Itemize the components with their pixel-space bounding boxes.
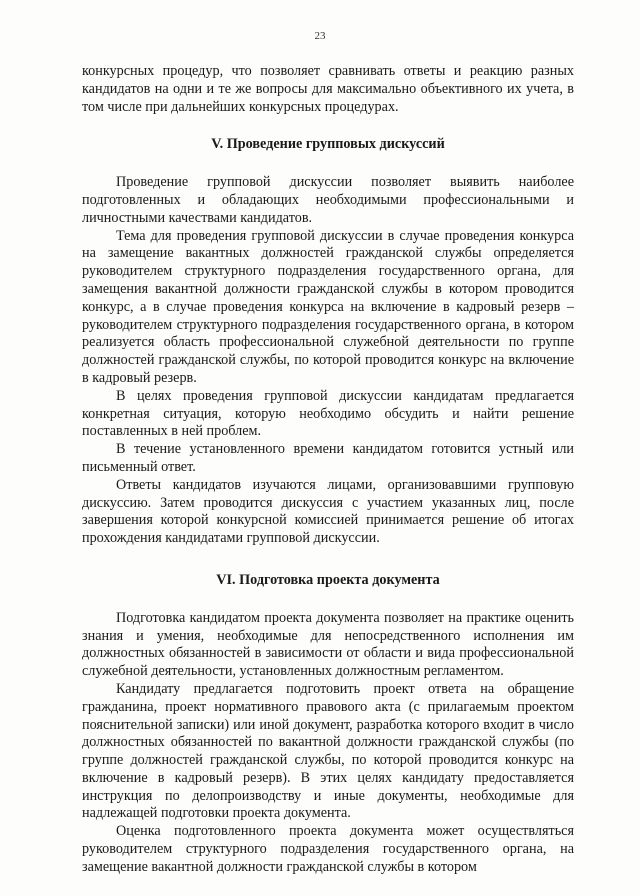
section-6-paragraph-2: Кандидату предлагается подготовить проект ответа на обращение гражданина, проект нормативного правового акта (с прилагаемым проектом пояснительной записки) или иной документ, разработка которого входит в число должностных обязанностей по вакантной должности гражданской службы (по группе должностей гражданской службы, по которой проводится конкурс на включение в кадровый резерв). В этих целях кандидату предоставляется инструкция по делопроизводству и иные документы, необходимые для надлежащей подготовки проекта документа. [82, 680, 574, 822]
section-5-heading: V. Проведение групповых дискуссий [211, 136, 445, 153]
intro-paragraph: конкурсных процедур, что позволяет сравнивать ответы и реакцию разных кандидатов на одни и те же вопросы для максимально объективного их учета, в том числе при дальнейших конкурсных процедурах. [82, 63, 574, 115]
section-6-paragraph-3: Оценка подготовленного проекта документа может осуществляться руководителем структурного подразделения государственного органа, на замещение вакантной должности гражданской службы в котором [82, 823, 574, 875]
section-5-paragraph-1: Проведение групповой дискуссии позволяет выявить наиболее подготовленных и обладающих необходимыми профессиональными и личностными качествами кандидатов. [82, 174, 574, 226]
section-5-paragraph-4: В течение установленного времени кандидатом готовится устный или письменный ответ. [82, 441, 574, 475]
document-body [82, 63, 574, 877]
section-5-paragraph-2: Тема для проведения групповой дискуссии в случае проведения конкурса на замещение вакантных должностей гражданской службы определяется руководителем структурного подразделения государственного органа, для замещения вакантной должности гражданской службы в котором проводится конкурс, а в случае проведения конкурса на включение в кадровый резерв – руководителем структурного подразделения государственного органа, в котором реализуется область профессиональной служебной деятельности по группе должностей гражданской службы, по которой проводится конкурс на включение в кадровый резерв. [82, 227, 574, 386]
page-number: 23 [314, 30, 326, 42]
section-5-paragraph-5: Ответы кандидатов изучаются лицами, организовавшими групповую дискуссию. Затем проводится дискуссия с участием указанных лиц, после завершения которой конкурсной комиссией принимается решение об итогах прохождения кандидатами групповой дискуссии. [82, 476, 574, 547]
section-6-heading: VI. Подготовка проекта документа [216, 571, 440, 588]
section-6-paragraph-1: Подготовка кандидатом проекта документа позволяет на практике оценить знания и умения, необходимые для непосредственного исполнения им должностных обязанностей в зависимости от области и вида профессиональной служебной деятельности, установленных должностным регламентом. [82, 609, 574, 680]
section-5-paragraph-3: В целях проведения групповой дискуссии кандидатам предлагается конкретная ситуация, которую необходимо обсудить и найти решение поставленных в ней проблем. [82, 387, 574, 440]
